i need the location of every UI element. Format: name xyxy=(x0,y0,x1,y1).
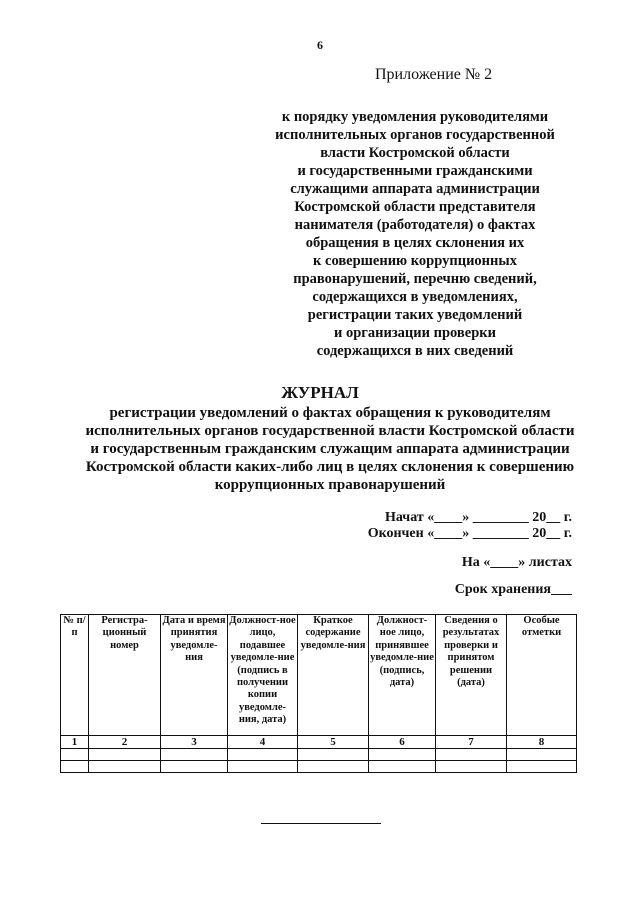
table-cell xyxy=(298,761,369,773)
table-cell xyxy=(369,761,436,773)
appendix-line: Костромской области представителя xyxy=(294,199,536,215)
journal-subtitle-line: коррупционных правонарушений xyxy=(214,477,446,493)
journal-subtitle-line: исполнительных органов государственной власти Костромской области xyxy=(85,423,575,439)
header-summary: Краткое содержание уведомле-ния xyxy=(298,615,369,736)
column-number: 8 xyxy=(507,736,577,749)
table-cell xyxy=(228,761,298,773)
table-number-row xyxy=(61,736,577,749)
journal-sheets-line: На «____» листах xyxy=(461,555,572,570)
appendix-line: правонарушений, перечню сведений, xyxy=(293,271,537,287)
journal-subtitle-line: регистрации уведомлений о фактах обращения к руководителям xyxy=(109,405,551,421)
appendix-text xyxy=(250,108,580,360)
column-number: 6 xyxy=(369,736,436,749)
column-number: 1 xyxy=(61,736,89,749)
table-cell xyxy=(298,749,369,761)
table-header-row xyxy=(61,615,577,736)
table-cell xyxy=(436,761,507,773)
column-number: 5 xyxy=(298,736,369,749)
table-cell xyxy=(507,749,577,761)
appendix-line: обращения в целях склонения их xyxy=(305,235,525,251)
header-check-results: Сведения о результатах проверки и принятом решении (дата) xyxy=(436,615,507,736)
journal-subtitle xyxy=(60,404,600,494)
table-cell xyxy=(436,749,507,761)
table-cell xyxy=(61,749,89,761)
column-number: 7 xyxy=(436,736,507,749)
appendix-line: к порядку уведомления руководителями xyxy=(281,109,549,125)
journal-started-line: Начат «____» ________ 20__ г. xyxy=(384,510,572,525)
header-special-notes: Особые отметки xyxy=(507,615,577,736)
appendix-title: Приложение № 2 xyxy=(375,66,493,83)
appendix-line: нанимателя (работодателя) о фактах xyxy=(294,217,536,233)
journal-subtitle-line: Костромской области каких-либо лиц в целях склонения к совершению xyxy=(85,459,575,475)
appendix-line: и организации проверки xyxy=(334,325,496,341)
appendix-line: содержащихся в них сведений xyxy=(316,343,514,359)
journal-storage-line: Срок хранения___ xyxy=(454,582,572,597)
column-number: 2 xyxy=(89,736,161,749)
appendix-line: власти Костромской области xyxy=(320,145,510,161)
table-cell xyxy=(61,761,89,773)
appendix-line: содержащихся в уведомлениях, xyxy=(312,289,518,305)
journal-ended-line: Окончен «____» ________ 20__ г. xyxy=(367,526,572,541)
journal-title: ЖУРНАЛ xyxy=(281,383,359,402)
table-cell xyxy=(161,749,228,761)
table-cell xyxy=(369,749,436,761)
appendix-line: служащими аппарата администрации xyxy=(290,181,540,197)
appendix-line: к совершению коррупционных xyxy=(313,253,517,269)
header-date-time: Дата и время принятия уведомле-ния xyxy=(161,615,228,736)
header-registration-number: Регистра-ционный номер xyxy=(89,615,161,736)
footer-divider xyxy=(261,823,381,824)
appendix-line: и государственными гражданскими xyxy=(297,163,533,179)
header-receiving-official: Должност-ное лицо, принявшее уведомле-ние (подпись, дата) xyxy=(369,615,436,736)
appendix-line: исполнительных органов государственной xyxy=(275,127,555,143)
column-number: 4 xyxy=(228,736,298,749)
appendix-line: регистрации таких уведомлений xyxy=(307,307,523,323)
table-row xyxy=(61,761,577,773)
header-number: № п/п xyxy=(61,615,89,736)
page-number: 6 xyxy=(317,38,323,52)
table-row xyxy=(61,749,577,761)
journal-subtitle-line: и государственным гражданским служащим аппарата администрации xyxy=(90,441,570,457)
column-number: 3 xyxy=(161,736,228,749)
journal-table xyxy=(60,614,577,773)
header-submitting-official: Должност-ное лицо, подавшее уведомле-ние (подпись в получении копии уведомле-ния, дата) xyxy=(228,615,298,736)
table-cell xyxy=(228,749,298,761)
table-cell xyxy=(89,761,161,773)
table-cell xyxy=(507,761,577,773)
table-cell xyxy=(89,749,161,761)
table-cell xyxy=(161,761,228,773)
